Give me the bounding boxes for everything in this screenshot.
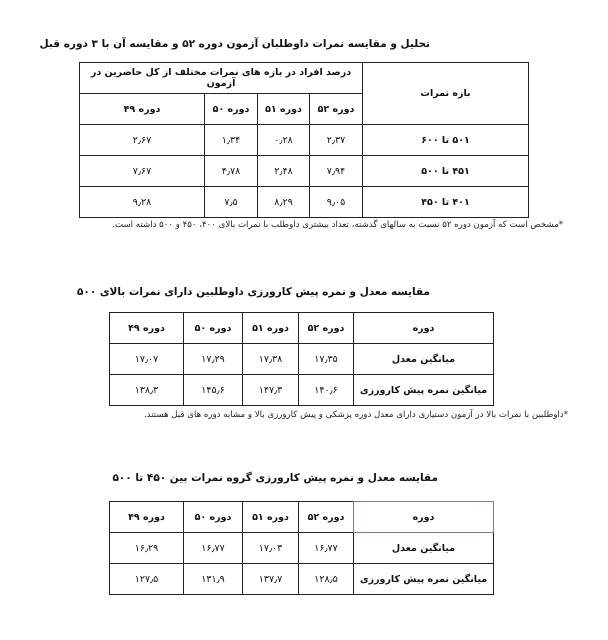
header-period-51: دوره ۵۱ xyxy=(243,313,299,344)
header-period-52: دوره ۵۲ xyxy=(299,313,354,344)
cell-value: ۷٫۹۴ xyxy=(310,156,363,187)
row-label: میانگین معدل xyxy=(354,344,494,375)
cell-value: ۹٫۲۸ xyxy=(79,187,204,218)
header-period-51: دوره ۵۱ xyxy=(258,94,310,125)
header-period-50: دوره ۵۰ xyxy=(184,502,243,533)
header-period-51: دوره ۵۱ xyxy=(243,502,299,533)
table-row xyxy=(79,125,528,156)
header-label: دوره xyxy=(354,313,494,344)
table-row xyxy=(110,564,494,595)
table-row xyxy=(79,187,528,218)
score-distribution-table xyxy=(79,62,529,218)
header-group: درصد افراد در بازه های نمرات مختلف از کل حاضرین در آزمون xyxy=(79,63,362,94)
header-range: بازه نمرات xyxy=(363,63,529,125)
header-period-49: دوره ۴۹ xyxy=(79,94,204,125)
cell-value: ۱۷٫۳۸ xyxy=(243,344,299,375)
section2-note: *داوطلبین با نمرات بالا در آزمون دستیاری دارای معدل دوره پزشکی و پیش کارورزی بالا و مشابه دوره های قبل هستند. xyxy=(143,410,568,420)
header-label: دوره xyxy=(354,502,494,533)
row-label: میانگین نمره پیش کارورزی xyxy=(354,564,494,595)
section1-note: *مشخص است که آزمون دوره ۵۲ نسبت به سالهای گذشته، تعداد بیشتری داوطلب با نمرات بالای ۴۰۰، ۴۵۰ و ۵۰۰ داشته است. xyxy=(112,220,563,230)
cell-value: ۱۳۸٫۳ xyxy=(110,375,184,406)
row-label: میانگین نمره پیش کارورزی xyxy=(354,375,494,406)
table-row xyxy=(79,156,528,187)
cell-value: ۰٫۲۸ xyxy=(258,125,310,156)
cell-value: ۱۲۷٫۵ xyxy=(110,564,184,595)
above-500-table xyxy=(109,312,494,406)
table-row xyxy=(110,344,494,375)
cell-value: ۱۷٫۲۹ xyxy=(184,344,243,375)
section3-title: مقایسه معدل و نمره پیش کارورزی گروه نمرات بین ۴۵۰ تا ۵۰۰ xyxy=(112,472,438,484)
cell-value: ۱۳۷٫۷ xyxy=(243,564,299,595)
cell-value: ۲٫۴۸ xyxy=(258,156,310,187)
header-period-52: دوره ۵۲ xyxy=(299,502,354,533)
cell-value: ۸٫۲۹ xyxy=(258,187,310,218)
cell-value: ۱۷٫۰۳ xyxy=(243,533,299,564)
cell-value: ۷٫۵ xyxy=(205,187,258,218)
cell-value: ۱۴۷٫۳ xyxy=(243,375,299,406)
range-label: ۴۵۱ تا ۵۰۰ xyxy=(363,156,529,187)
cell-value: ۲٫۳۷ xyxy=(310,125,363,156)
cell-value: ۴٫۷۸ xyxy=(205,156,258,187)
row-label: میانگین معدل xyxy=(354,533,494,564)
cell-value: ۱۷٫۳۵ xyxy=(299,344,354,375)
cell-value: ۱۲۸٫۵ xyxy=(299,564,354,595)
header-period-50: دوره ۵۰ xyxy=(205,94,258,125)
range-label: ۴۰۱ تا ۴۵۰ xyxy=(363,187,529,218)
section1-title: تحلیل و مقایسه نمرات داوطلبان آزمون دوره ۵۲ و مقایسه آن با ۳ دوره قبل xyxy=(39,38,430,50)
header-period-49: دوره ۴۹ xyxy=(110,313,184,344)
section2-title: مقایسه معدل و نمره پیش کارورزی داوطلبین دارای نمرات بالای ۵۰۰ xyxy=(77,286,430,298)
cell-value: ۱۴۰٫۶ xyxy=(299,375,354,406)
cell-value: ۱٫۳۴ xyxy=(205,125,258,156)
cell-value: ۱۴۵٫۶ xyxy=(184,375,243,406)
table-row xyxy=(110,375,494,406)
cell-value: ۱۶٫۷۷ xyxy=(184,533,243,564)
header-period-49: دوره ۴۹ xyxy=(110,502,184,533)
cell-value: ۱۳۱٫۹ xyxy=(184,564,243,595)
cell-value: ۱۶٫۲۹ xyxy=(110,533,184,564)
range-label: ۵۰۱ تا ۶۰۰ xyxy=(363,125,529,156)
header-period-50: دوره ۵۰ xyxy=(184,313,243,344)
header-period-52: دوره ۵۲ xyxy=(310,94,363,125)
cell-value: ۹٫۰۵ xyxy=(310,187,363,218)
cell-value: ۱۶٫۷۷ xyxy=(299,533,354,564)
cell-value: ۱۷٫۰۷ xyxy=(110,344,184,375)
table-row xyxy=(110,533,494,564)
range-450-500-table xyxy=(109,501,494,595)
cell-value: ۷٫۶۷ xyxy=(79,156,204,187)
cell-value: ۲٫۶۷ xyxy=(79,125,204,156)
